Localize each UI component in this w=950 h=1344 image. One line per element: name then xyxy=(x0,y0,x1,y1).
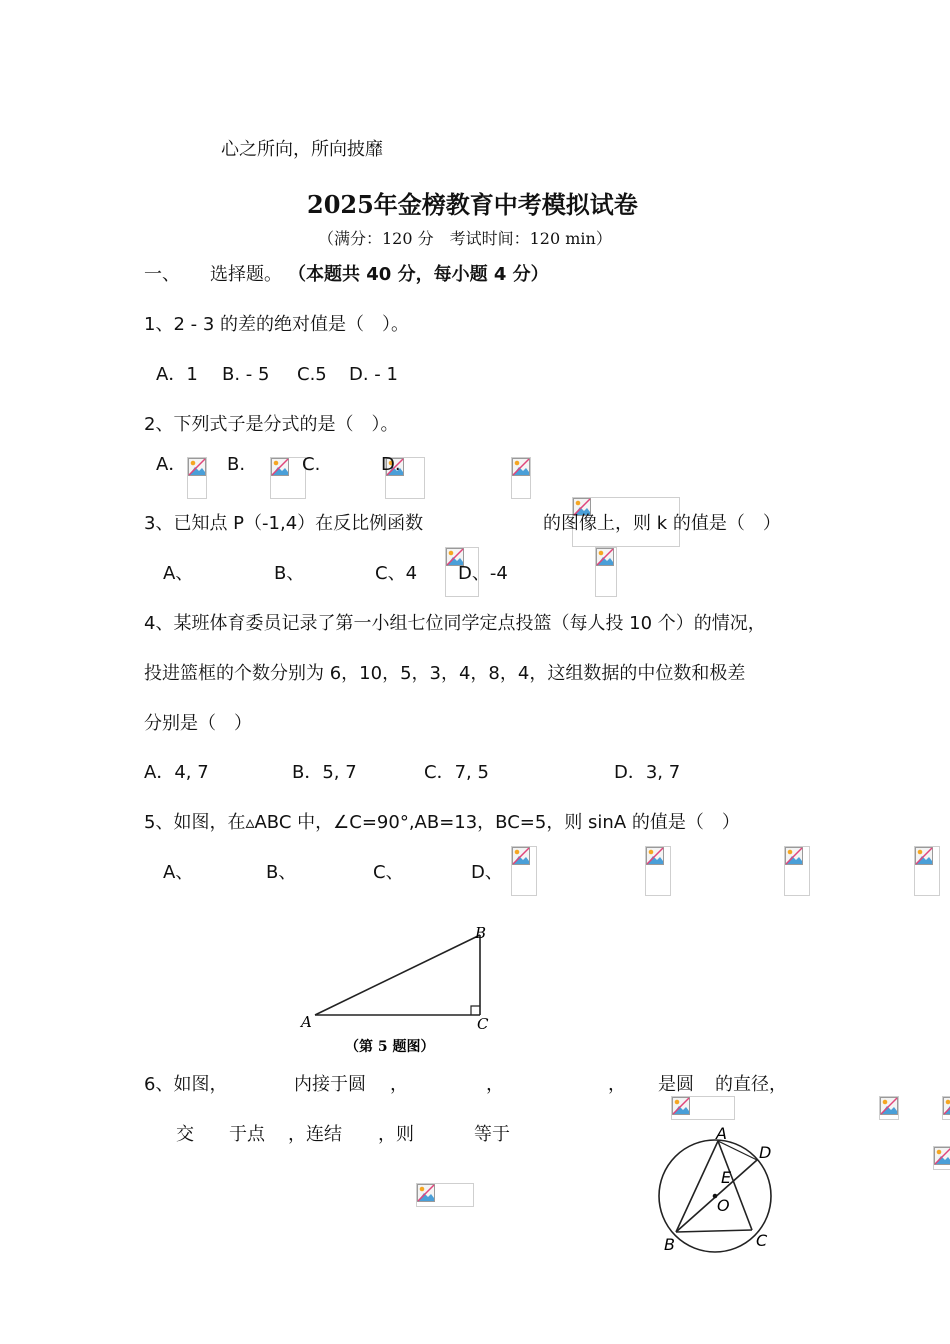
q6-circle-figure xyxy=(650,1120,790,1260)
broken-image-icon xyxy=(785,847,803,865)
q3-option-c: C、4 xyxy=(375,563,418,584)
q4-option-a: A．4, 7 xyxy=(144,762,209,783)
q3-option-d: D、-4 xyxy=(458,563,508,584)
q4-option-d: D．3, 7 xyxy=(614,762,681,783)
point-label-d: D xyxy=(759,1143,772,1162)
q3-option-a: A、 xyxy=(163,563,194,584)
right-angle-mark xyxy=(471,1006,480,1015)
q5-option-c: C、 xyxy=(373,862,404,883)
broken-image-icon xyxy=(915,847,933,865)
header-motto: 心之所向，所向披靡 xyxy=(221,139,383,160)
q6-text-12: 等于 xyxy=(474,1124,510,1145)
formula-image xyxy=(511,457,531,499)
q4-option-b: B．5, 7 xyxy=(292,762,357,783)
q6-text-5: ， xyxy=(608,1074,626,1095)
broken-image-icon xyxy=(672,1097,690,1115)
formula-image xyxy=(914,846,940,896)
q5-option-b: B、 xyxy=(266,862,297,883)
q2-option-c: C. xyxy=(302,454,321,475)
formula-image xyxy=(942,1096,950,1120)
page-title: 2025年金榜教育中考模拟试卷 xyxy=(307,190,638,219)
q2-option-a: A． xyxy=(156,454,187,475)
q4-line3: 分别是（ ） xyxy=(144,713,252,734)
formula-image xyxy=(645,846,671,896)
formula-image xyxy=(270,457,306,499)
q5-option-a: A、 xyxy=(163,862,194,883)
q6-text-3: ， xyxy=(390,1074,408,1095)
point-label-o: O xyxy=(717,1196,730,1215)
point-label-a: A xyxy=(716,1124,727,1143)
q6-text-6: 是圆 xyxy=(658,1074,694,1095)
segment-ab xyxy=(676,1141,718,1232)
point-label-c: C xyxy=(756,1231,768,1250)
broken-image-icon xyxy=(271,458,289,476)
q6-text-1: 6、如图， xyxy=(144,1074,228,1095)
broken-image-icon xyxy=(880,1097,898,1115)
q2-stem: 2、下列式子是分式的是（ ）。 xyxy=(144,414,399,435)
q6-text-2: 内接于圆 xyxy=(294,1074,366,1095)
q6-text-7: 的直径， xyxy=(715,1074,787,1095)
q1-option-d: D. - 1 xyxy=(349,364,398,385)
broken-image-icon xyxy=(417,1184,435,1202)
point-label-e: E xyxy=(721,1168,732,1187)
broken-image-icon xyxy=(512,458,530,476)
section-heading xyxy=(144,263,549,287)
formula-image xyxy=(784,846,810,896)
section-name: 选择题。 xyxy=(210,264,282,285)
formula-image xyxy=(933,1146,950,1170)
q6-text-10: ，连结 xyxy=(288,1124,342,1145)
q6-text-9: 于点 xyxy=(229,1124,265,1145)
segment-bc xyxy=(676,1230,752,1232)
figure-caption: （第 5 题图） xyxy=(345,1039,435,1055)
formula-image xyxy=(595,547,617,597)
formula-image xyxy=(511,846,537,896)
vertex-label-c: C xyxy=(477,1015,489,1033)
q6-text-4: ， xyxy=(486,1074,504,1095)
q3-stem-part2: 的图像上，则 k 的值是（ ） xyxy=(543,513,781,534)
q4-line1: 4、某班体育委员记录了第一小组七位同学定点投篮（每人投 10 个）的情况， xyxy=(144,613,766,634)
q1-option-b: B. - 5 xyxy=(222,364,270,385)
formula-image xyxy=(879,1096,899,1120)
broken-image-icon xyxy=(596,548,614,566)
q4-line2: 投进篮框的个数分别为 6，10，5，3，4，8，4，这组数据的中位数和极差 xyxy=(144,663,746,684)
vertex-label-a: A xyxy=(301,1013,312,1031)
section-index: 一、 xyxy=(144,264,180,285)
broken-image-icon xyxy=(512,847,530,865)
q5-option-d: D、 xyxy=(471,862,503,883)
segment-ab xyxy=(315,935,480,1015)
q1-option-a: A．1 xyxy=(156,364,198,385)
q3-option-b: B、 xyxy=(274,563,305,584)
q6-text-8: 交 xyxy=(176,1124,194,1145)
formula-image xyxy=(187,457,207,499)
q2-option-b: B. xyxy=(227,454,246,475)
q4-option-c: C．7, 5 xyxy=(424,762,489,783)
q5-stem: 5、如图，在▵ABC 中，∠C=90°,AB=13，BC=5，则 sinA 的值是（ ） xyxy=(144,812,740,833)
broken-image-icon xyxy=(934,1147,950,1165)
point-label-b: B xyxy=(664,1235,675,1254)
q1-option-c: C.5 xyxy=(297,364,327,385)
page-subtitle: （满分：120 分 考试时间：120 min） xyxy=(318,229,612,248)
q3-stem-part1: 3、已知点 P（-1,4）在反比例函数 xyxy=(144,513,424,534)
broken-image-icon xyxy=(943,1097,950,1115)
formula-image xyxy=(671,1096,735,1120)
q5-triangle-figure xyxy=(295,920,505,1060)
broken-image-icon xyxy=(188,458,206,476)
q1-stem: 1、2 - 3 的差的绝对值是（ ）。 xyxy=(144,314,410,335)
formula-image xyxy=(416,1183,474,1207)
vertex-label-b: B xyxy=(475,924,487,942)
q6-text-11: ，则 xyxy=(378,1124,414,1145)
broken-image-icon xyxy=(646,847,664,865)
section-note: （本题共 40 分，每小题 4 分） xyxy=(288,264,549,285)
q2-option-d: D. xyxy=(381,454,401,475)
